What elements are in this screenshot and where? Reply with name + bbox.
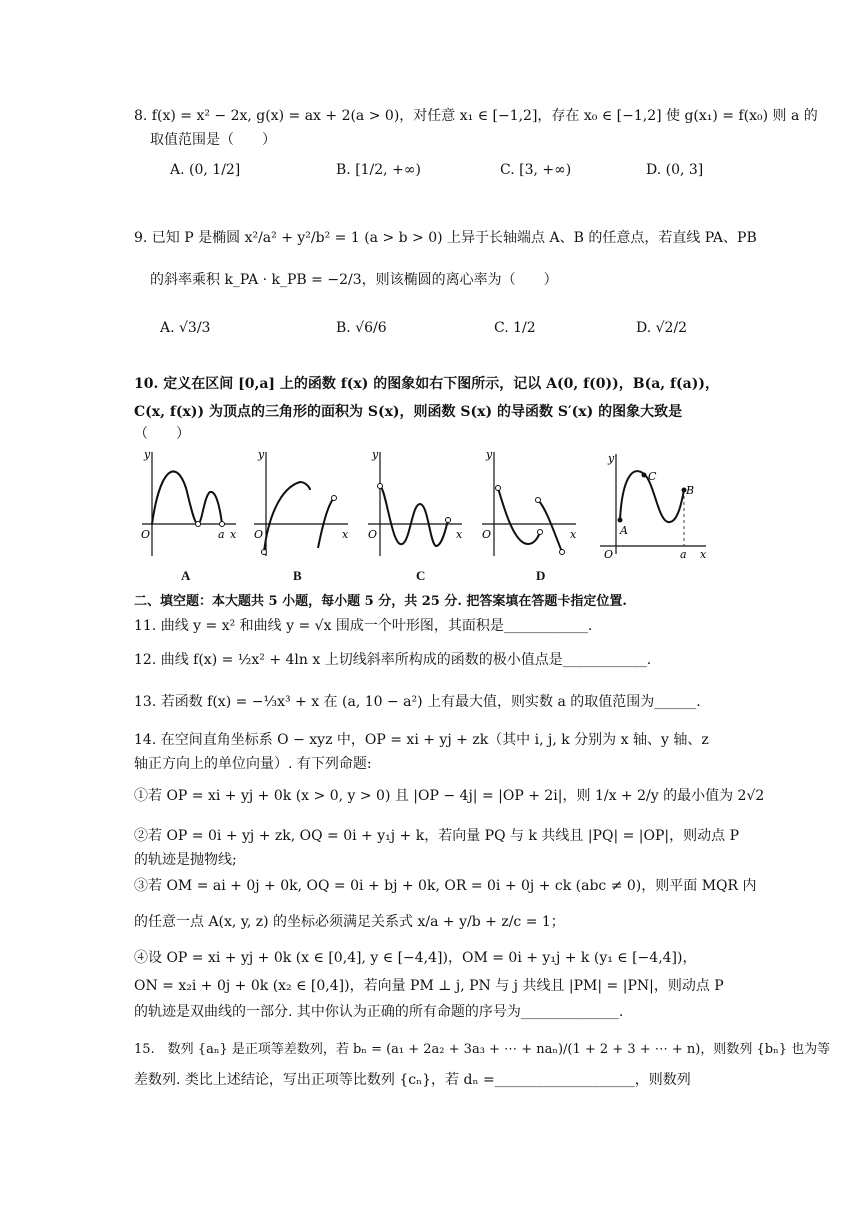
q14-item-3-cont: 的任意一点 A(x, y, z) 的坐标必须满足关系式 x/a + y/b + z/c = 1； bbox=[134, 914, 565, 930]
q14-item-4-cont: ON = x₂i + 0j + 0k (x₂ ∈ [0,4])，若向量 PM ⊥ j, PN 与 j 共线且 |PM| = |PN|，则动点 P bbox=[134, 978, 724, 994]
point-b-label: B bbox=[686, 484, 695, 497]
origin-label: O bbox=[482, 528, 492, 541]
q10-stem-cont: C(x, f(x)) 为顶点的三角形的面积为 S(x)，则函数 S(x) 的导函数 S′(x) 的图象大致是 bbox=[134, 404, 683, 420]
graph-b bbox=[250, 448, 350, 562]
x-axis-label: x bbox=[570, 528, 577, 541]
graph-fx bbox=[596, 450, 708, 560]
origin-label: O bbox=[368, 528, 378, 541]
q14-item-4: ④设 OP = xi + yj + 0k (x ∈ [0,4], y ∈ [−4,4])，OM = 0i + y₁j + k (y₁ ∈ [−4,4])， bbox=[134, 950, 697, 966]
q12: 12. 曲线 f(x) = ½x² + 4ln x 上切线斜率所构成的函数的极小值点是____________. bbox=[134, 652, 652, 668]
q14-stem-cont: 轴正方向上的单位向量）. 有下列命题: bbox=[134, 756, 372, 772]
q13: 13. 若函数 f(x) = −⅓x³ + x 在 (a, 10 − a²) 上有最大值，则实数 a 的取值范围为______. bbox=[134, 694, 701, 710]
q8-option-a: A. (0, 1/2] bbox=[170, 162, 241, 178]
q14-item-3: ③若 OM = ai + 0j + 0k, OQ = 0i + bj + 0k, OR = 0i + 0j + ck (abc ≠ 0)，则平面 MQR 内 bbox=[134, 878, 757, 894]
graph-b-label: B bbox=[293, 568, 302, 583]
q14-stem: 14. 在空间直角坐标系 O − xyz 中，OP = xi + yj + zk（其中 i, j, k 分别为 x 轴、y 轴、z bbox=[134, 732, 709, 748]
a-label: a bbox=[680, 548, 687, 560]
origin-label: O bbox=[141, 528, 151, 541]
y-axis-label: y bbox=[608, 452, 615, 465]
q14-item-2-cont: 的轨迹是抛物线; bbox=[134, 852, 237, 868]
x-axis-label: x bbox=[230, 528, 237, 541]
q14-item-2: ②若 OP = 0i + yj + zk, OQ = 0i + y₁j + k，若向量 PQ 与 k 共线且 |PQ| = |OP|，则动点 P bbox=[134, 828, 740, 844]
graph-c-label: C bbox=[416, 568, 426, 583]
q8-option-b: B. [1/2, +∞) bbox=[336, 162, 421, 178]
y-axis-label: y bbox=[486, 448, 493, 461]
graph-d bbox=[478, 448, 578, 562]
q15-stem-cont: 差数列. 类比上述结论，写出正项等比数列 {cₙ}，若 dₙ =____________________，则数列 bbox=[134, 1072, 691, 1088]
x-axis-label: x bbox=[700, 548, 707, 560]
graph-a-label: A bbox=[181, 568, 191, 583]
y-axis-label: y bbox=[144, 448, 151, 461]
y-axis-label: y bbox=[258, 448, 265, 461]
q9-stem: 9. 已知 P 是椭圆 x²/a² + y²/b² = 1 (a > b > 0) 上异于长轴端点 A、B 的任意点，若直线 PA、PB bbox=[134, 230, 757, 246]
point-c-label: C bbox=[648, 470, 657, 483]
x-axis-label: x bbox=[342, 528, 349, 541]
q8-option-d: D. (0, 3] bbox=[646, 162, 704, 178]
q14-item-4-end: 的轨迹是双曲线的一部分. 其中你认为正确的所有命题的序号为______________. bbox=[134, 1004, 624, 1020]
x-axis-label: x bbox=[456, 528, 463, 541]
graph-d-label: D bbox=[536, 568, 546, 583]
origin-label: O bbox=[254, 528, 264, 541]
q8-option-c: C. [3, +∞) bbox=[500, 162, 572, 178]
q9-option-b: B. √6/6 bbox=[336, 320, 387, 336]
q15-stem: 15. 数列 {aₙ} 是正项等差数列，若 bₙ = (a₁ + 2a₂ + 3a₃ + ⋯ + naₙ)/(1 + 2 + 3 + ⋯ + n)，则数列 {bₙ} 也为等 bbox=[134, 1042, 831, 1057]
graph-c bbox=[364, 448, 464, 562]
q9-option-d: D. √2/2 bbox=[636, 320, 688, 336]
origin-label: O bbox=[604, 548, 614, 560]
graph-a bbox=[138, 448, 238, 562]
section-heading: 二、填空题：本大题共 5 小题，每小题 5 分，共 25 分. 把答案填在答题卡指定位置. bbox=[134, 594, 627, 609]
q10-blank: （ ） bbox=[134, 426, 190, 442]
point-a-label: A bbox=[620, 524, 628, 537]
q8-stem-cont: 取值范围是（ ） bbox=[150, 132, 276, 148]
q10-stem: 10. 定义在区间 [0,a] 上的函数 f(x) 的图象如右下图所示，记以 A(0, f(0))，B(a, f(a))， bbox=[134, 376, 720, 392]
q8-stem: 8. f(x) = x² − 2x, g(x) = ax + 2(a > 0)，对任意 x₁ ∈ [−1,2]，存在 x₀ ∈ [−1,2] 使 g(x₁) = f(x₀) 则 a 的 bbox=[134, 108, 818, 124]
q14-item-1: ①若 OP = xi + yj + 0k (x > 0, y > 0) 且 |OP − 4j| = |OP + 2i|，则 1/x + 2/y 的最小值为 2√2 bbox=[134, 788, 765, 804]
q9-stem-cont: 的斜率乘积 k_PA · k_PB = −2/3，则该椭圆的离心率为（ ） bbox=[150, 272, 558, 288]
y-axis-label: y bbox=[372, 448, 379, 461]
q11: 11. 曲线 y = x² 和曲线 y = √x 围成一个叶形图，其面积是____________. bbox=[134, 618, 593, 634]
a-label: a bbox=[218, 528, 225, 541]
q9-option-a: A. √3/3 bbox=[160, 320, 211, 336]
q9-option-c: C. 1/2 bbox=[494, 320, 536, 336]
